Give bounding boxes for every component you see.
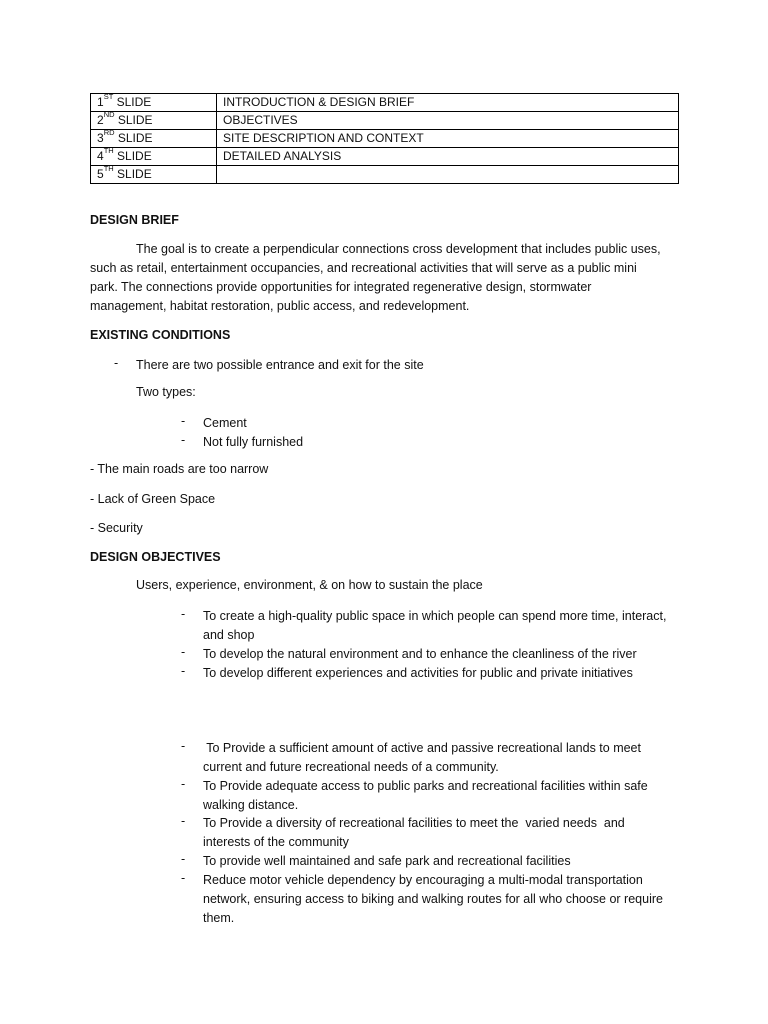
bullet-dash: -: [181, 664, 186, 678]
objective-line: To provide well maintained and safe park and recreational facilities: [203, 854, 571, 868]
slide-topic-cell: DETAILED ANALYSIS: [217, 148, 679, 166]
objective-line: Reduce motor vehicle dependency by encouraging a multi-modal transportation: [203, 873, 643, 887]
ordinal-suffix: TH: [103, 146, 114, 155]
objective-line: them.: [203, 911, 235, 925]
existing-conditions-heading: EXISTING CONDITIONS: [90, 328, 231, 342]
objective-line: walking distance.: [203, 798, 299, 812]
slide-number-cell: [91, 94, 217, 112]
slide-number-cell: [91, 130, 217, 148]
slides-table: [90, 93, 679, 184]
objective-line: To Provide a diversity of recreational facilities to meet the varied needs and: [203, 816, 625, 830]
slide-number-cell: [91, 148, 217, 166]
slides-table-row: [91, 94, 679, 112]
ordinal-suffix: ST: [103, 92, 114, 101]
ordinal-suffix: ND: [103, 110, 115, 119]
slide-word: SLIDE: [113, 149, 152, 163]
slides-table-row: [91, 166, 679, 184]
slide-word: SLIDE: [113, 167, 152, 181]
types-label: Two types:: [136, 385, 196, 399]
paragraph-line: The goal is to create a perpendicular connections cross development that includes public uses,: [136, 242, 661, 256]
objective-line: To develop different experiences and activities for public and private initiatives: [203, 666, 633, 680]
design-brief-heading: DESIGN BRIEF: [90, 213, 179, 227]
objective-line: current and future recreational needs of a community.: [203, 760, 499, 774]
slide-topic-cell: [217, 166, 679, 184]
bullet-dash: -: [181, 607, 186, 621]
bullet-dash: -: [181, 645, 186, 659]
paragraph-line: park. The connections provide opportunities for integrated regenerative design, stormwater: [90, 280, 592, 294]
slide-number: 4: [97, 149, 104, 163]
condition-item: - Security: [90, 521, 143, 535]
design-brief-paragraph: [90, 240, 690, 316]
list-item-text: There are two possible entrance and exit for the site: [136, 358, 424, 372]
slide-number: 5: [97, 167, 104, 181]
paragraph-line: such as retail, entertainment occupancies, and recreational activities that will serve as a public mini: [90, 261, 637, 275]
objective-line: To Provide a sufficient amount of active and passive recreational lands to meet: [203, 741, 641, 755]
slide-number-cell: [91, 166, 217, 184]
objective-line: To develop the natural environment and to enhance the cleanliness of the river: [203, 647, 637, 661]
objective-line: and shop: [203, 628, 255, 642]
slide-topic-cell: INTRODUCTION & DESIGN BRIEF: [217, 94, 679, 112]
objective-line: network, ensuring access to biking and walking routes for all who choose or require: [203, 892, 663, 906]
slides-table-row: [91, 112, 679, 130]
condition-item: - Lack of Green Space: [90, 492, 216, 506]
bullet-dash: -: [181, 739, 186, 753]
objective-line: To create a high-quality public space in which people can spend more time, interact,: [203, 609, 667, 623]
bullet-dash: -: [181, 814, 186, 828]
design-objectives-heading: DESIGN OBJECTIVES: [90, 550, 221, 564]
objective-line: interests of the community: [203, 835, 349, 849]
ordinal-suffix: RD: [103, 128, 115, 137]
slides-table-row: [91, 130, 679, 148]
slide-topic-cell: OBJECTIVES: [217, 112, 679, 130]
ordinal-suffix: TH: [103, 164, 114, 173]
slide-word: SLIDE: [114, 113, 153, 127]
condition-item: - The main roads are too narrow: [90, 462, 269, 476]
paragraph-line: management, habitat restoration, public access, and redevelopment.: [90, 299, 470, 313]
bullet-dash: -: [181, 414, 186, 428]
objectives-intro: Users, experience, environment, & on how to sustain the place: [136, 578, 483, 592]
list-item-text: Cement: [203, 416, 247, 430]
slide-number: 2: [97, 113, 104, 127]
bullet-dash: -: [181, 852, 186, 866]
bullet-dash: -: [114, 356, 119, 370]
bullet-dash: -: [181, 871, 186, 885]
bullet-dash: -: [181, 433, 186, 447]
bullet-dash: -: [181, 777, 186, 791]
list-item-text: Not fully furnished: [203, 435, 304, 449]
slide-number-cell: [91, 112, 217, 130]
slide-word: SLIDE: [113, 95, 152, 109]
slide-topic-cell: SITE DESCRIPTION AND CONTEXT: [217, 130, 679, 148]
slide-number: 3: [97, 131, 104, 145]
objective-line: To Provide adequate access to public parks and recreational facilities within safe: [203, 779, 648, 793]
slide-number: 1: [97, 95, 104, 109]
slides-table-row: [91, 148, 679, 166]
slide-word: SLIDE: [114, 131, 153, 145]
